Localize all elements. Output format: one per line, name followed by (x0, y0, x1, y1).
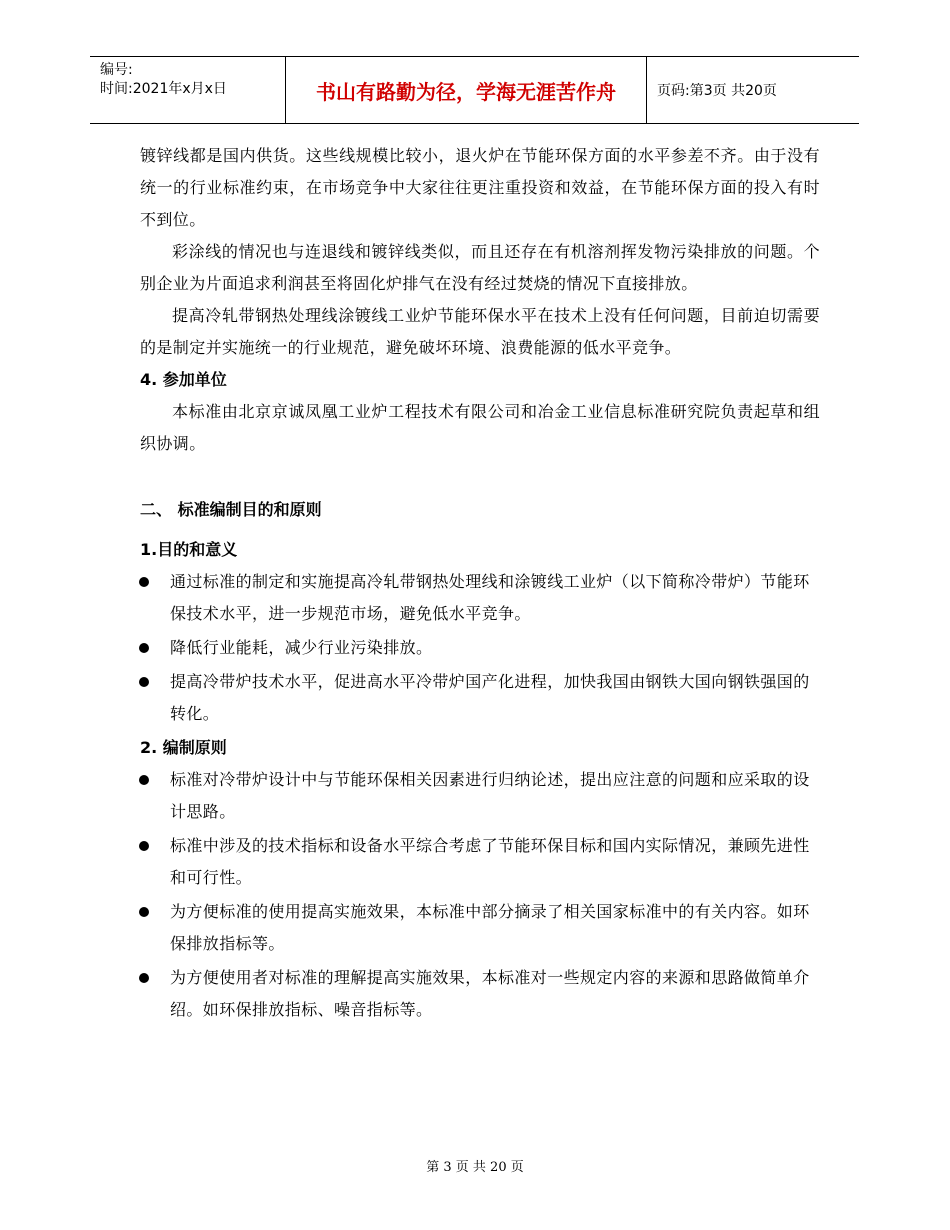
serial-label: 编号: (100, 62, 133, 78)
list-item: 提高冷带炉技术水平，促进高水平冷带炉国产化进程，加快我国由钢铁大国向钢铁强国的转化。 (100, 666, 820, 730)
bullet-icon (139, 973, 149, 983)
list-item: 降低行业能耗，减少行业污染排放。 (100, 632, 820, 664)
heading-principle: 2. 编制原则 (140, 738, 227, 757)
header-page-info: 页码:第3页 共20页 (657, 83, 777, 99)
page-header (90, 56, 859, 124)
bullet-icon (139, 677, 149, 687)
heading-purpose: 1.目的和意义 (140, 540, 238, 559)
principle-list (100, 764, 820, 1026)
section-heading: 二、 标准编制目的和原则 (140, 500, 322, 519)
paragraph-1: 镀锌线都是国内供货。这些线规模比较小，退火炉在节能环保方面的水平参差不齐。由于没有统一的行业标准约束，在市场竞争中大家往往更注重投资和效益，在节能环保方面的投入有时不到位。 (140, 146, 820, 229)
paragraph-2: 彩涂线的情况也与连退线和镀锌线类似，而且还存在有机溶剂挥发物污染排放的问题。个别企业为片面追求利润甚至将固化炉排气在没有经过焚烧的情况下直接排放。 (140, 242, 820, 293)
bullet-icon (139, 577, 149, 587)
paragraph-3: 提高冷轧带钢热处理线涂镀线工业炉节能环保水平在技术上没有任何问题，目前迫切需要的是制定并实施统一的行业规范，避免破坏环境、浪费能源的低水平竞争。 (140, 306, 820, 357)
document-body (140, 140, 820, 1028)
header-motto: 书山有路勤为径，学海无涯苦作舟 (285, 57, 647, 123)
bullet-icon (139, 775, 149, 785)
list-item: 为方便使用者对标准的理解提高实施效果，本标准对一些规定内容的来源和思路做简单介绍。如环保排放指标、噪音指标等。 (100, 962, 820, 1026)
heading-participants: 4. 参加单位 (140, 370, 227, 389)
paragraph-4: 本标准由北京京诚凤凰工业炉工程技术有限公司和冶金工业信息标准研究院负责起草和组织协调。 (140, 402, 820, 453)
list-item: 标准对冷带炉设计中与节能环保相关因素进行归纳论述，提出应注意的问题和应采取的设计思路。 (100, 764, 820, 828)
time-label: 时间:2021年x月x日 (100, 81, 227, 97)
list-item: 通过标准的制定和实施提高冷轧带钢热处理线和涂镀线工业炉（以下简称冷带炉）节能环保技术水平，进一步规范市场，避免低水平竞争。 (100, 566, 820, 630)
bullet-icon (139, 643, 149, 653)
list-item: 为方便标准的使用提高实施效果，本标准中部分摘录了相关国家标准中的有关内容。如环保排放指标等。 (100, 896, 820, 960)
spacer (140, 460, 820, 494)
header-meta (100, 61, 227, 99)
bullet-icon (139, 907, 149, 917)
purpose-list (100, 566, 820, 730)
page-footer: 第 3 页 共 20 页 (426, 1160, 524, 1175)
list-item: 标准中涉及的技术指标和设备水平综合考虑了节能环保目标和国内实际情况，兼顾先进性和可行性。 (100, 830, 820, 894)
bullet-icon (139, 841, 149, 851)
